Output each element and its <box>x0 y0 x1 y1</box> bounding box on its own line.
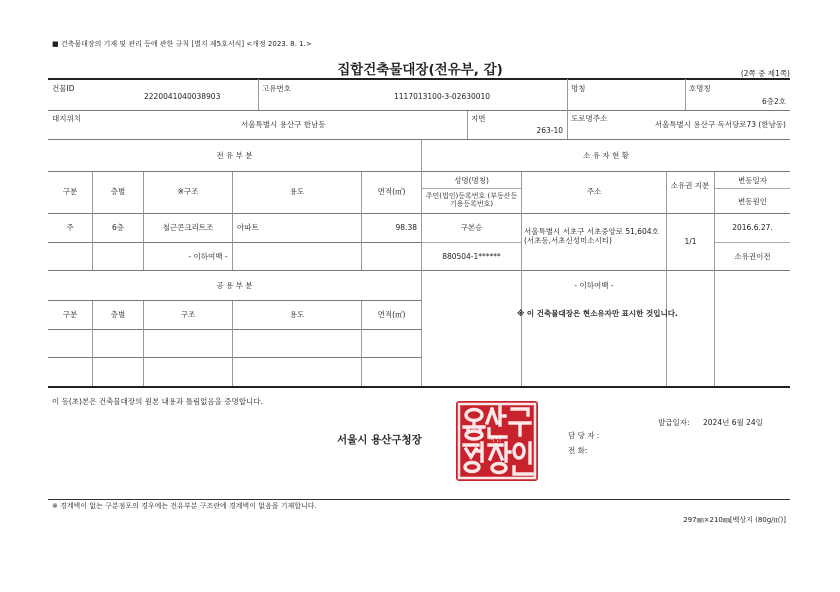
issue-date-label: 발급일자: <box>658 418 690 427</box>
owner-name: 구본승 <box>460 223 483 232</box>
row-use: 아파트 <box>237 223 259 232</box>
info-vline <box>567 79 568 139</box>
common-section-rule <box>48 300 421 301</box>
owner-subheader-rule <box>422 188 521 189</box>
common-col-structure: 구조 <box>180 310 196 319</box>
common-col-area: 면적(㎡) <box>377 310 406 319</box>
col-owner-name: 성명(명칭) <box>454 176 489 185</box>
change-reason: 소유권이전 <box>734 252 771 261</box>
top-rule <box>48 78 790 80</box>
table-vline <box>92 172 93 270</box>
phone-label: 전 화: <box>568 446 588 455</box>
info-vline <box>685 79 686 110</box>
document-title: 집합건축물대장(전유부, 갑) <box>337 62 503 78</box>
owner-section-title: 소 유 자 현 황 <box>583 151 629 160</box>
table-vline <box>361 172 362 270</box>
common-col-floor: 층별 <box>110 310 126 319</box>
common-col-use: 용도 <box>289 310 305 319</box>
officer-label: 담 당 자 : <box>568 431 600 440</box>
col-type: 구분 <box>62 187 78 196</box>
unique-no-value: 1117013100-3-02630010 <box>394 92 491 101</box>
owner-row-rule <box>422 242 521 243</box>
col-change-date: 변동일자 <box>738 176 767 185</box>
footer-rule <box>48 499 790 500</box>
official-seal-stamp <box>456 401 538 481</box>
site-value: 서울특별시 용산구 한남동 <box>241 120 326 129</box>
issuing-office: 서울시 용산구청장 <box>337 434 422 446</box>
col-area: 면적(㎡) <box>377 187 406 196</box>
col-structure: ※구조 <box>177 187 199 196</box>
section-header-rule <box>48 171 790 172</box>
certify-text: 이 등(초)본은 건축물대장의 원본 내용과 틀림없음을 증명합니다. <box>52 397 263 406</box>
table-bottom-rule <box>48 386 790 388</box>
row-floor: 6층 <box>111 223 125 232</box>
unique-no-label: 고유번호 <box>262 84 291 93</box>
lot-label: 지번 <box>471 114 486 123</box>
common-header-rule <box>48 329 421 330</box>
owner-address: 서울특별시 서초구 서초중앙로 51,604호(서초동,서초신성미소시티) <box>524 227 659 245</box>
stamp-center-text: 직인 <box>488 435 502 443</box>
row-structure: 철근콘크리트조 <box>162 223 214 232</box>
owner-notice: ※ 이 건축물대장은 현소유자만 표시한 것입니다. <box>517 309 678 318</box>
column-header-rule <box>48 213 790 214</box>
table-vline <box>666 172 667 386</box>
owner-blank-note: - 이하여백 - <box>574 281 614 290</box>
building-id-label: 건물ID <box>52 84 75 93</box>
road-address-value: 서울특별시 용산구 독서당로73 (한남동) <box>654 120 786 129</box>
owner-row-rule <box>715 242 790 243</box>
common-col-type: 구분 <box>62 310 78 319</box>
common-section-title: 공 용 부 분 <box>216 281 253 290</box>
col-owner-address: 주소 <box>586 187 602 196</box>
ho-value: 6층2호 <box>761 97 786 106</box>
owner-id: 880504-1****** <box>442 252 501 261</box>
common-row-rule <box>48 357 421 358</box>
exclusive-row-rule <box>48 242 421 243</box>
info-vline <box>258 79 259 110</box>
change-date: 2016.6.27. <box>732 223 773 232</box>
regulation-line: ■ 건축물대장의 기재 및 관리 등에 관한 규칙 [별지 제5호서식] <개정 2023. 8. 1.> <box>52 40 312 48</box>
row-area: 98.38 <box>395 223 417 232</box>
ho-label: 호명칭 <box>689 84 711 93</box>
col-use: 용도 <box>289 187 305 196</box>
info-divider <box>48 110 790 111</box>
row-type: 주 <box>66 223 74 232</box>
owner-subheader-rule <box>715 188 790 189</box>
info-vline <box>467 111 468 139</box>
exclusive-blank-note: - 이하여백 - <box>188 252 228 261</box>
owner-share: 1/1 <box>684 237 697 246</box>
road-address-label: 도로명주소 <box>571 114 608 123</box>
exclusive-section-title: 전 유 부 분 <box>216 151 253 160</box>
exclusive-bottom-rule <box>48 270 790 271</box>
name-label: 명칭 <box>571 84 586 93</box>
col-change-reason: 변동원인 <box>738 197 767 206</box>
table-vline <box>521 172 522 386</box>
issue-date: 2024년 6월 24일 <box>703 418 763 427</box>
lot-value: 263-10 <box>536 126 563 135</box>
col-owner-id: 주민(법인)등록번호 (부동산등기용등록번호) <box>425 192 518 209</box>
page-indicator: (2쪽 중 제1쪽) <box>740 69 790 78</box>
col-floor: 층별 <box>110 187 126 196</box>
col-owner-share: 소유권 지분 <box>670 181 710 190</box>
paper-spec: 297㎜×210㎜[백상지 (80g/㎡)] <box>683 516 786 524</box>
building-id-value: 2220041040038903 <box>144 92 221 101</box>
boundary-note: ※ 경계벽이 없는 구분점포의 경우에는 전유부분 구조란에 경계벽이 없음을 기재합니다. <box>52 502 317 510</box>
info-bottom-rule <box>48 139 790 140</box>
site-label: 대지위치 <box>52 114 81 123</box>
